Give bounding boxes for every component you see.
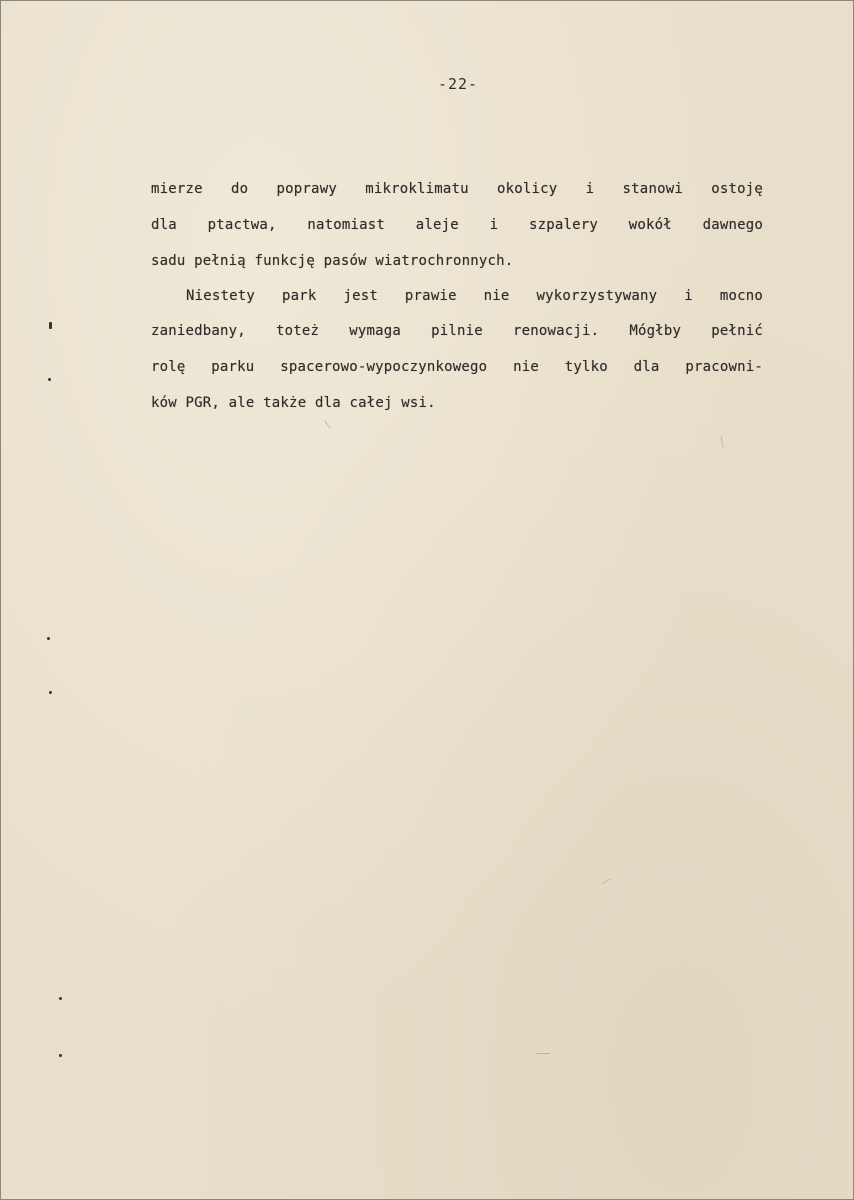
paper-fiber: [720, 436, 723, 448]
text-line: sadu pełnią funkcję pasów wiatrochronnych.: [151, 253, 514, 269]
paper-speck: [59, 997, 62, 1000]
text-line: ków PGR, ale także dla całej wsi.: [151, 395, 436, 411]
paper-speck: [49, 691, 52, 694]
text-line: dla ptactwa, natomiast aleje i szpalery wokół dawnego: [151, 217, 763, 233]
page-number: -22-: [437, 75, 479, 93]
text-line: zaniedbany, toteż wymaga pilnie renowacji. Mógłby pełnić: [151, 323, 763, 339]
paper-speck: [47, 637, 50, 640]
paper-fiber: [325, 421, 331, 429]
text-line: mierze do poprawy mikroklimatu okolicy i stanowi ostoję: [151, 181, 763, 197]
paper-speck: [48, 378, 51, 381]
paper-speck: [49, 322, 52, 329]
text-line: Niestety park jest prawie nie wykorzystywany i mocno: [186, 288, 763, 304]
paper-fiber: [536, 1053, 550, 1054]
text-line: rolę parku spacerowo-wypoczynkowego nie tylko dla pracowni-: [151, 359, 763, 375]
paper-speck: [59, 1054, 62, 1057]
paper-fiber: [601, 879, 610, 885]
